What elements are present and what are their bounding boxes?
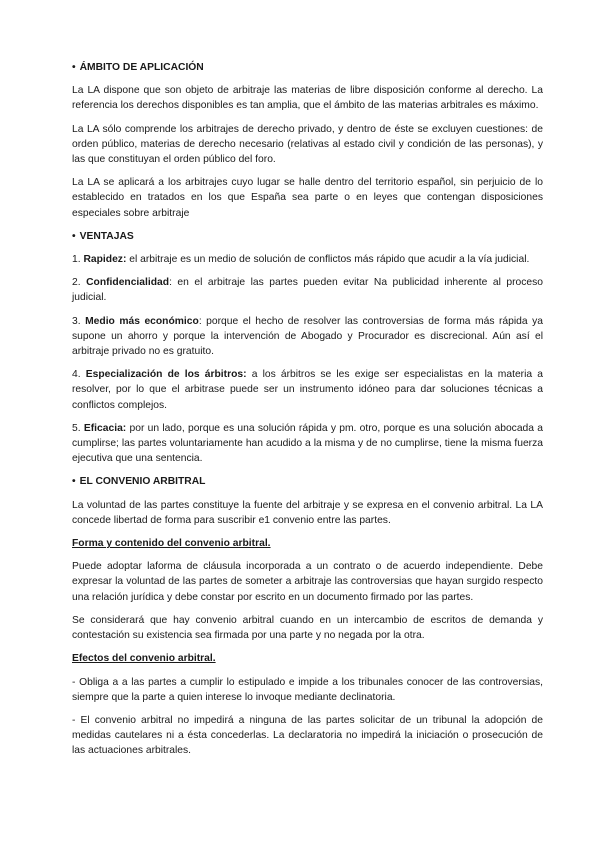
section-title: VENTAJAS bbox=[79, 230, 134, 242]
list-item bbox=[72, 367, 543, 413]
item-number: 2. bbox=[72, 277, 81, 289]
section-title: ÁMBITO DE APLICACIÓN bbox=[79, 62, 204, 73]
paragraph: La LA sólo comprende los arbitrajes de derecho privado, y dentro de éste se excluyen cuestiones: de orden público, materias de derecho necesario (relativas al estado civil y condición de las personas), y las que constituyan el orden público del foro. bbox=[72, 123, 543, 166]
subheading-forma: Forma y contenido del convenio arbitral. bbox=[72, 538, 271, 550]
section-title: EL CONVENIO ARBITRAL bbox=[79, 476, 206, 488]
list-item bbox=[72, 275, 543, 305]
section-heading-convenio bbox=[72, 474, 543, 489]
item-text: : en el arbitraje las partes pueden evitar Na publicidad inherente al proceso judicial. bbox=[72, 277, 543, 304]
subheading-efectos: Efectos del convenio arbitral. bbox=[72, 653, 216, 665]
paragraph: - El convenio arbitral no impedirá a ninguna de las partes solicitar de un tribunal la adopción de medidas cautelares ni a ésta concederlas. La declaratoria no impedirá la iniciación o prosecución de las actuaciones arbitrales. bbox=[72, 714, 543, 757]
item-number: 5. bbox=[72, 422, 81, 434]
item-text: : porque el hecho de resolver las controversias de forma más rápida ya supone un ahorro y porque la intervención de Abogado y Procurador es discrecional. Aún así el arbitraje privado no es gratuito. bbox=[72, 315, 543, 358]
paragraph: - Obliga a a las partes a cumplir lo estipulado e impide a los tribunales conocer de las controversias, siempre que la parte a quien interese lo invoque mediante declinatoria. bbox=[72, 676, 543, 703]
item-number: 4. bbox=[72, 369, 81, 381]
paragraph: La LA se aplicará a los arbitrajes cuyo lugar se halle dentro del territorio español, sin perjuicio de lo establecido en tratados en los que España sea parte o en leyes que contengan disposiciones especiales sobre arbitraje bbox=[72, 177, 543, 219]
item-number: 3. bbox=[72, 315, 81, 327]
item-text: el arbitraje es un medio de solución de conflictos más rápido que acudir a la vía judicial. bbox=[126, 254, 530, 266]
item-number: 1. bbox=[72, 254, 81, 266]
item-label: Eficacia: bbox=[83, 422, 127, 434]
section-heading-ventajas bbox=[72, 229, 543, 244]
item-label: Medio más económico bbox=[85, 315, 199, 327]
paragraph: Se considerará que hay convenio arbitral cuando en un intercambio de escritos de demanda y contestación su existencia sea firmada por una parte y no negada por la otra. bbox=[72, 614, 543, 642]
bullet-icon: • bbox=[72, 62, 76, 73]
item-label: Especialización de los árbitros: bbox=[85, 369, 247, 381]
paragraph: Puede adoptar laforma de cláusula incorporada a un contrato o de acuerdo independiente. Debe expresar la voluntad de las partes de someter a arbitraje las controversias que hayan surgido respecto una relación jurídica y debe constar por escrito en un documento firmado por las partes. bbox=[72, 561, 543, 603]
bullet-icon: • bbox=[72, 476, 76, 488]
bullet-icon: • bbox=[72, 230, 76, 242]
paragraph: La voluntad de las partes constituye la fuente del arbitraje y se expresa en el convenio arbitral. La LA concede libertad de forma para suscribir e1 convenio entre las partes. bbox=[72, 499, 543, 526]
paragraph: La LA dispone que son objeto de arbitraje las materias de libre disposición conforme al derecho. La referencia los derechos disponibles es tan amplia, que el ámbito de las materias arbitrales es máximo. bbox=[72, 85, 543, 112]
list-item bbox=[72, 421, 543, 467]
item-text: a los árbitros se les exige ser especialistas en la materia a resolver, por lo que el arbitrase puede ser un instrumento idóneo para dar soluciones técnicas a conflictos complejos. bbox=[72, 369, 543, 411]
item-label: Confidencialidad bbox=[86, 277, 170, 289]
list-item bbox=[72, 252, 543, 267]
item-text: por un lado, porque es una solución rápida y pm. otro, porque es una solución abocada a cumplirse; las partes voluntariamente han acudido a la misma y de no cumplirse, tiene la misma fuerza ejecutiva que una sentencia. bbox=[72, 422, 543, 465]
item-label: Rapidez: bbox=[83, 254, 127, 266]
section-heading-ambito bbox=[72, 60, 543, 75]
list-item bbox=[72, 314, 543, 360]
